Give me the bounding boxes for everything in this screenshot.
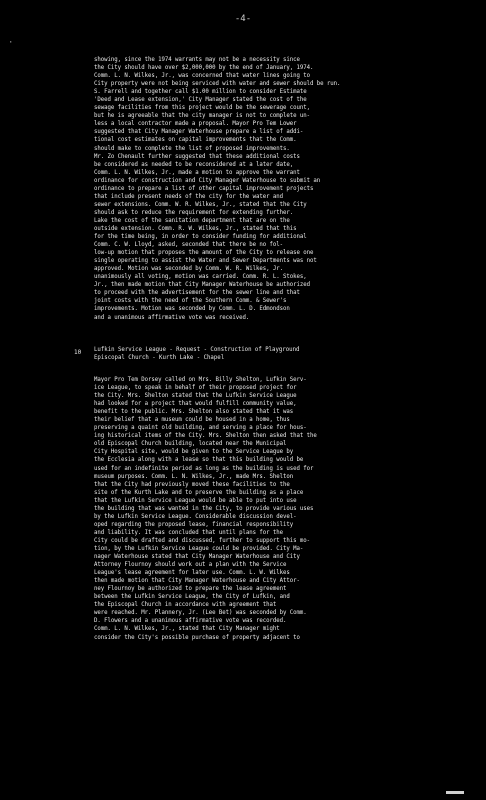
text-line: City Hospital site, would be given to the Service League by bbox=[94, 449, 294, 456]
agenda-item bbox=[74, 346, 434, 366]
text-line: showing, since the 1974 warrants may not be a necessity since bbox=[94, 57, 300, 63]
text-line: Comm. L. N. Wilkes, Jr., stated that City Manager might bbox=[94, 626, 280, 633]
text-line: Comm. L. N. Wilkes, Jr., made a motion to approve the warrant bbox=[94, 169, 300, 176]
text-line: the Episcopal Church in accordance with agreement that bbox=[94, 602, 277, 609]
text-line: by the Lufkin Service League. Considerable discussion devel- bbox=[94, 513, 297, 520]
agenda-item-title-line-2: Episcopal Church - Kurth Lake - Chapel bbox=[94, 355, 225, 362]
text-line: improvements. Motion was seconded by Comm. L. D. Edmondson bbox=[94, 306, 290, 313]
text-line: Comm. L. N. Wilkes, Jr., was concerned that water lines going to bbox=[94, 73, 310, 80]
text-line: be considered as needed to be reconsidered at a later date, bbox=[94, 161, 294, 168]
text-line: were reached. Mr. Plannery, Jr. (Lee Bet) was seconded by Comm. bbox=[94, 610, 307, 617]
body-text-1 bbox=[94, 56, 428, 342]
text-line: D. Flowers and a unanimous affirmative vote was recorded. bbox=[94, 618, 287, 625]
text-line: between the Lufkin Service League, the City of Lufkin, and bbox=[94, 594, 290, 601]
text-line: that the City had previously moved these facilities to the bbox=[94, 481, 290, 488]
text-line: City property were not being serviced with water and sewer should be run. bbox=[94, 81, 341, 88]
text-line: nager Waterhouse stated that City Manager Waterhouse and City bbox=[94, 554, 300, 561]
scan-mark bbox=[446, 791, 464, 794]
text-line: site of the Kurth Lake and to preserve the building as a place bbox=[94, 489, 304, 496]
text-line: S. Farrell and together call $1.00 million to consider Estimate bbox=[94, 89, 307, 96]
text-line: old Episcopal Church building, located near the Municipal bbox=[94, 441, 287, 448]
page-number: -4- bbox=[234, 14, 252, 24]
text-line: consider the City's possible purchase of property adjacent to bbox=[94, 634, 300, 641]
margin-mark: · bbox=[8, 38, 14, 48]
text-line: League's lease agreement for later use. Comm. L. W. Wilkes bbox=[94, 570, 290, 577]
text-line: but he is agreeable that the city manager is not to complete un- bbox=[94, 113, 310, 120]
text-line: Mr. Zo Chenault further suggested that these additional costs bbox=[94, 153, 300, 160]
text-line: the Ecclesia along with a lease so that this building would be bbox=[94, 457, 304, 464]
text-line: their belief that a museum could be housed in a home, thus bbox=[94, 417, 290, 424]
text-line: ordinance for construction and City Manager Waterhouse to submit an bbox=[94, 177, 321, 184]
text-line: Mayor Pro Tem Dorsey called on Mrs. Billy Shelton, Lufkin Serv- bbox=[94, 377, 307, 383]
text-line: that the Lufkin Service League would be able to put into use bbox=[94, 497, 297, 504]
text-line: tional cost estimates on capital improvements that the Comm. bbox=[94, 137, 297, 144]
agenda-item-title bbox=[94, 346, 299, 362]
text-line: ice League, to speak in behalf of their proposed project for bbox=[94, 385, 297, 392]
text-line: ing historical items of the City. Mrs. Shelton then asked that the bbox=[94, 433, 317, 440]
text-line: Comm. C. W. Lloyd, asked, seconded that there be no fol- bbox=[94, 242, 283, 249]
text-line: ney Flournoy be authorized to prepare the lease agreement bbox=[94, 586, 287, 593]
text-line: had looked for a project that would fulfill community value, bbox=[94, 401, 297, 408]
text-line: the building that was wanted in the City, to provide various uses bbox=[94, 505, 314, 512]
text-line: unanimously all voting, motion was carried. Comm. R. L. Stokes, bbox=[94, 274, 307, 281]
text-line: City could be drafted and discussed, further to support this mo- bbox=[94, 537, 310, 544]
text-line: the City should have over $2,000,000 by the end of January, 1974. bbox=[94, 65, 314, 72]
text-line: that include present needs of the city for the water and bbox=[94, 193, 283, 200]
text-line: sewage facilities from this project would be the sewerage count, bbox=[94, 105, 310, 112]
text-line: the City. Mrs. Shelton stated that the Lufkin Service League bbox=[94, 393, 297, 400]
body-text-2 bbox=[94, 376, 428, 768]
text-line: should make to complete the list of proposed improvements. bbox=[94, 145, 290, 152]
text-line: 'Deed and Lease extension,' City Manager stated the cost of the bbox=[94, 97, 307, 104]
text-line: sewer extensions. Comm. W. R. Wilkes, Jr., stated that the City bbox=[94, 201, 307, 208]
text-line: oped regarding the proposed lease, financial responsibility bbox=[94, 521, 294, 528]
agenda-item-number: 10 bbox=[74, 349, 82, 356]
text-line: preserving a quaint old building, and serving a place for hous- bbox=[94, 425, 307, 432]
text-line: Jr., then made motion that City Manager Waterhouse be authorized bbox=[94, 282, 310, 289]
text-line: joint costs with the need of the Southern Comm. & Sewer's bbox=[94, 298, 287, 305]
text-line: approved. Motion was seconded by Comm. W. R. Wilkes, Jr. bbox=[94, 266, 283, 273]
text-line: Lake the cost of the sanitation department that are on the bbox=[94, 217, 290, 224]
text-line: ordinance to prepare a list of other capital improvement projects bbox=[94, 185, 314, 192]
text-line: Attorney Flournoy should work out a plan with the Service bbox=[94, 562, 287, 569]
text-line: tion, by the Lufkin Service League could be provided. City Ma- bbox=[94, 545, 304, 552]
text-line: outside extension. Comm. R. W. Wilkes, Jr., stated that this bbox=[94, 225, 297, 232]
agenda-item-title-line-1: Lufkin Service League - Request - Construction of Playground bbox=[94, 347, 300, 353]
text-line: less a local contractor made a proposal. Mayor Pro Tem Lower bbox=[94, 121, 297, 128]
text-line: museum purposes. Comm. L. N. Wilkes, Jr., made Mrs. Shelton bbox=[94, 473, 294, 480]
text-line: should ask to reduce the requirement for extending further. bbox=[94, 209, 294, 216]
text-line: and a unanimous affirmative vote was received. bbox=[94, 314, 250, 321]
text-line: suggested that City Manager Waterhouse prepare a list of addi- bbox=[94, 129, 304, 136]
text-line: used for an indefinite period as long as the building is used for bbox=[94, 465, 314, 472]
text-line: then made motion that City Manager Waterhouse and City Attor- bbox=[94, 578, 300, 585]
text-line: to proceed with the advertisement for the sewer line and that bbox=[94, 290, 300, 297]
text-line: benefit to the public. Mrs. Shelton also stated that it was bbox=[94, 409, 294, 416]
text-line: single operating to assist the Water and Sewer Departments was not bbox=[94, 258, 317, 265]
text-line: for the time being, in order to consider funding for additional bbox=[94, 234, 307, 241]
text-line: low-up motion that proposes the amount of the City to release one bbox=[94, 250, 314, 257]
text-line: and liability. It was concluded that until plans for the bbox=[94, 529, 283, 536]
